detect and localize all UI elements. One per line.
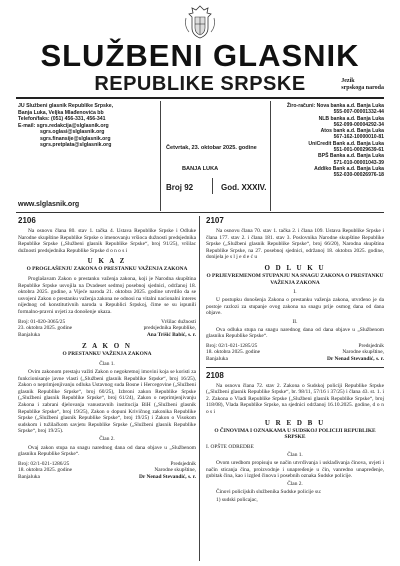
- act-intro: Na osnovu člana 70. stav 1. tačka 2. i člana 109. Ustava Republike Srpske i člana 177. stav 2. i člana 181. stav 3. Poslovnika Narodne skupštine Republike Srpske („Službeni glasnik Republike Srpske“, broj 66/20), Narodna skupština Republike Srpske, na 27. posebnoj sjednici, održanoj 18. oktobra 2025. godine, donijela je s l j e d e ć u: [206, 228, 384, 261]
- act-subtitle: O ČINOVIMA I OZNAKAMA U SUDSKOJ POLICIJI REPUBLIKE SRPSKE: [214, 427, 376, 441]
- body-column-divider: [199, 216, 200, 561]
- act-subtitle: O PROGLAŠENJU ZAKONA O PRESTANKU VAŽENJA ZAKONA: [26, 266, 188, 273]
- masthead-rule: [16, 97, 384, 99]
- signature-block: Broj: 02/1-021-1285/25 18. oktobra 2025. godine Banjaluka Predsjednik Narodne skupštine, Dr Nenad Stevandić, s. r.: [206, 342, 384, 362]
- bank-accounts: Žiro-računi: Nova banka a.d. Banja Luka 555-007-00001332-44 NLB banka a.d. Banja Luka 562-099-00004292-34 Atos bank a.d. Banja Luka 567-162-10000010-81 UniCredit Bank a.d. Banja Luka 551-001-00029639-61 BPŠ Banka a.d. Banja Luka 571-010-00001043-39 Addiko Bank a.d. Banja Luka 552-030-00026976-18: [286, 103, 384, 179]
- header-rule: [16, 212, 384, 213]
- article-text: Ovaj zakon stupa na snagu narednog dana od dana objave u „Službenom glasniku Republike Srpske“.: [18, 444, 196, 458]
- act-number: 2108: [206, 370, 224, 380]
- act-body: Proglašavam Zakon o prestanku važenja zakona, koji je Narodna skupština Republike Srpske usvojila na Dvadeset sedmoj posebnoj sjednici, održanoj 18. oktobra 2025. godine, a Vijeće naroda 21. oktobra 2025. godine utvrdilo da se usvojeni Zakon o prestanku važenja zakona ne odnosi na vitalni nacionalni interes nijednog od konstitutivnih naroda u Republici Srpskoj, čime se su ispunili formalno-pravni uvjeti za donošenje ukaza.: [18, 275, 196, 315]
- act-title: O D L U K U: [264, 263, 326, 272]
- article-heading: Član 2.: [99, 436, 115, 443]
- list-item: 1) sudski policajac,: [216, 497, 258, 504]
- issue-city: BANJA LUKA: [182, 166, 219, 172]
- signature-block: Broj: 01-020-3065/25 23. oktobra 2025. godine Banjaluka Vršilac dužnosti predsjednika Republike, Ana Trišić Babić, s. r.: [18, 318, 196, 338]
- left-column: [18, 216, 196, 485]
- publisher-info: JU Službeni glasnik Republike Srpske, Banja Luka, Veljka Mlađenovića bb Telefon/faks: (051) 456-331, 456-341 E-mail: sgrs.redakcija@slglasnik.org sgrs.oglasi@slglasnik.org sgrs.finansije@slglasnik.org sgrs.pretplata@slglasnik.org: [18, 103, 114, 148]
- issue-number: Broj 92: [166, 183, 194, 192]
- masthead-subtitle: REPUBLIKE SRPSKE: [94, 73, 306, 95]
- act-subtitle: O PRIJEVREMENOM STUPANJU NA SNAGU ZAKONA O PRESTANKU VAŽENJA ZAKONA: [206, 272, 384, 286]
- website-link[interactable]: www.slglasnik.org: [18, 201, 80, 208]
- section-heading: I.: [293, 289, 297, 296]
- signature-block: Broj: 02/1-021-1286/25 18. oktobra 2025. godine Banjaluka Predsjednik Narodne skupštine, Dr Nenad Stevandić, s. r.: [18, 460, 196, 480]
- column-divider: [270, 101, 271, 211]
- coat-of-arms-icon: [180, 4, 220, 40]
- article-heading: Član 1.: [99, 360, 115, 367]
- section-heading: I. OPŠTE ODREDBE: [206, 443, 254, 450]
- article-heading: Član 1.: [287, 451, 303, 458]
- act-title: U K A Z: [87, 257, 127, 266]
- article-text: Ovim zakonom prestaju važiti Zakon o negokretnoj imovini koja se koristi za funkcionisanje javne vlasti („Službeni glasnik Republike Srpske“, broj 16/25), Zakon o neprimjenjivanju odluka Ustavnog suda Bosne i Hercegovine („Službeni glasnik Republike Srpske“, broj 60/25), Izbroni zakon Republike Srpske („Službeni glasnik Republike Srpske“, broj 61/24), Zakon o neprimjenjivanju Zakona i zabrani djelovanja vanustavnih institucija BiH („Službeni glasnik Republike Srpske“, broj 19/25), Zakon o dopuni Krivičnog zakonika Republike Srpske („Službeni glasnik Republike Srpske“, broj 19/25) i Zakon o Visokom sudskom i tužilačkom savjetu Republike Srpske („Službeni glasnik Republike Srpske“, broj 19/25).: [18, 369, 196, 435]
- section-heading: II.: [292, 318, 298, 325]
- law-title: Z A K O N: [82, 342, 132, 351]
- article-text: Činovi policijskih službenika Sudske policije su:: [216, 489, 322, 496]
- article-text: Ovom uredbom propisuju se način utvrđivanja i usklađivanja činova, uvjeti i način sticanja čina, proizvodnje i unapređenje u čin, vanredno unapređenje, gubitak čina, kao i izgled činova i posebnih oznaka Sudske policije.: [206, 459, 384, 480]
- act-intro: Na osnovu člana 72. stav 2. Zakona o Sudskoj policiji Republike Srpske („Službeni glasnik Republike Srpske“, br. 98/11, 57/16 i 37/25) i člana 43. st. 1. i 2. Zakona o Vladi Republike Srpske („Službeni glasnik Republike Srpske“, broj 118/08), Vlada Republike Srpske, na sjednici održanoj 16.10.2025. godine, d o n o s i: [206, 382, 384, 415]
- law-subtitle: O PRESTANKU VAŽENJA ZAKONA: [62, 351, 152, 358]
- section-text: Ova odluka stupa na snagu narednog dana od dana objave u „Službenom glasniku Republike Srpske“.: [206, 326, 384, 340]
- act-separator: [206, 367, 384, 368]
- section-text: U postupku donošenja Zakona o prestanku važenja zakona, utvrđeno je da postoje razlozi za stupanje ovog zakona na snagu prije osmog dana od dana objave.: [206, 297, 384, 317]
- issue-year: God. XXXIV.: [221, 183, 267, 192]
- language-note: Jezik srpskoga naroda: [341, 78, 384, 91]
- right-column: [206, 216, 384, 506]
- issue-divider: [212, 178, 213, 194]
- act-number: 2106: [18, 216, 36, 225]
- act-intro: Na osnovu člana 80. stav 1. tačka 4. Ustava Republike Srpske i Odluke Narodne skupštine Republike Srpske o imenovanju vršioca dužnosti predsjednika Republike Srpske („Službeni glasnik Republike Srpske“, broj 91/25), vršilac dužnosti predsjednika Republike Srpske d o n o s i: [18, 228, 196, 254]
- masthead-title: SLUŽBENI GLASNIK: [40, 38, 360, 73]
- column-divider: [160, 101, 161, 211]
- act-title: U R E D B U: [264, 418, 326, 427]
- article-heading: Član 2.: [287, 481, 303, 488]
- issue-date: Četvrtak, 23. oktobar 2025. godine: [166, 145, 257, 151]
- act-number: 2107: [206, 216, 224, 225]
